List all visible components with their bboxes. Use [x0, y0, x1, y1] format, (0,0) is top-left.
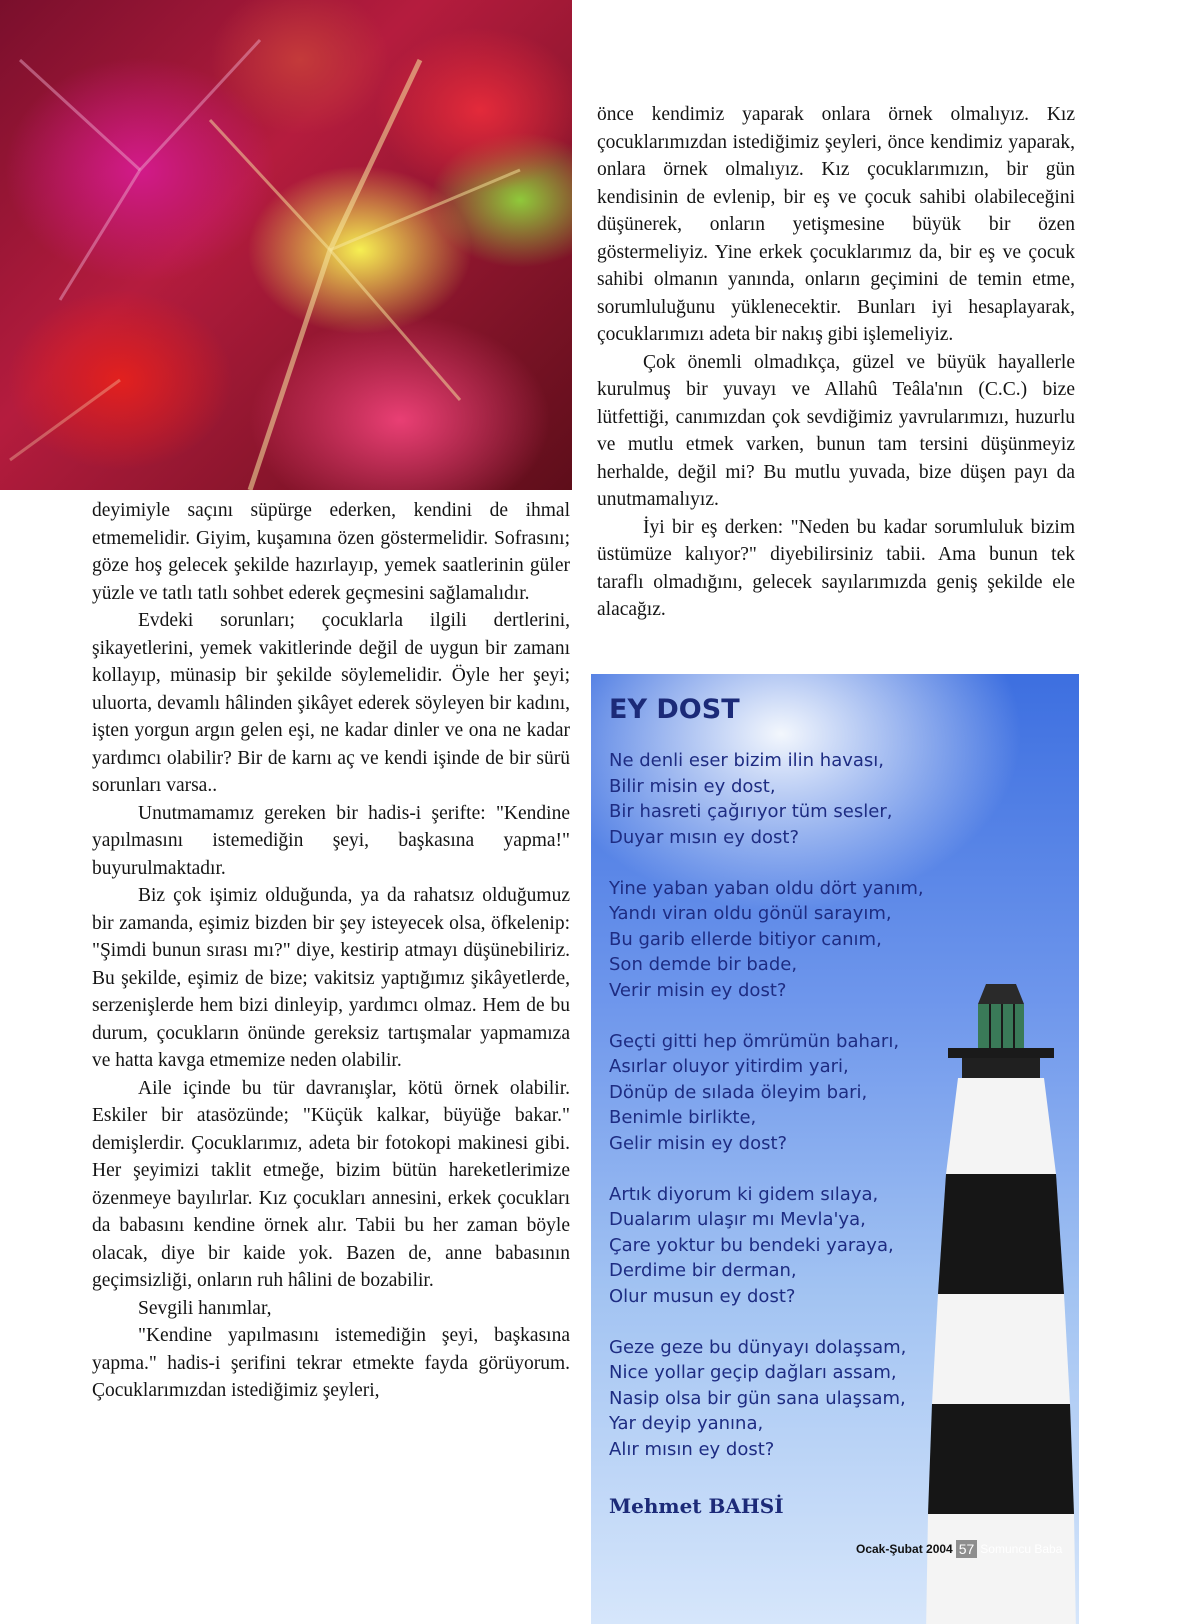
poem-title: EY DOST: [609, 694, 740, 725]
right-paragraph-1: önce kendimiz yaparak onlara örnek olmalıyız. Kız çocuklarımızdan istediğimiz şeyleri, önce kendimiz yaparak, onlara örnek olmalıyız. Kız çocuklarımızın, bir gün kendisinin de evlenip, bir eş ve çocuk sahibi olabileceğini düşünerek, onların yetişmesine büyük bir özen göstermeliyiz. Yine erkek çocuklarımız da, bir eş ve çocuk sahibi olmanın yanında, onların geçimini de temin etme, sorumluluğunu yüklenecektir. Bunları iyi hesaplayarak, çocuklarımızı adeta bir nakış gibi işlemeliyiz.: [597, 104, 1075, 345]
poem-author: Mehmet BAHSİ: [609, 1494, 784, 1518]
poem-line: Artık diyorum ki gidem sılaya,: [609, 1183, 879, 1205]
poem-line: Benimle birlikte,: [609, 1107, 757, 1128]
poem-line: Asırlar oluyor yitirdim yari,: [609, 1056, 849, 1077]
left-paragraph-7: "Kendine yapılmasını istemediğin şeyi, başkasına yapma." hadis-i şerifini tekrar etmekte fayda görüyorum. Çocuklarımızdan istediğimiz şeyleri,: [92, 1325, 570, 1401]
autumn-leaves-photo: [0, 0, 572, 490]
poem-line: Son demde bir bade,: [609, 954, 798, 975]
poem-line: Olur musun ey dost?: [609, 1285, 796, 1307]
poem-line: Bu garib ellerde bitiyor canım,: [609, 928, 882, 950]
page-number: 57: [956, 1540, 978, 1558]
right-paragraph-3: İyi bir eş derken: "Neden bu kadar sorumluluk bizim üstümüze kalıyor?" diyebilirsiniz tabii. Ama bunun tek taraflı olmadığını, gelecek sayılarımızda geniş şekilde ele alacağız.: [597, 516, 1075, 620]
poem-line: Ne denli eser bizim ilin havası,: [609, 750, 885, 771]
poem-line: Çare yoktur bu bendeki yaraya,: [609, 1234, 894, 1256]
poem-stanza-2: [609, 876, 1029, 1004]
poem-stanza-1: [609, 748, 1029, 850]
poem-line: Nasip olsa bir gün sana ulaşsam,: [609, 1387, 906, 1409]
poem-line: Bilir misin ey dost,: [609, 775, 776, 797]
poem-line: Yine yaban yaban oldu dört yanım,: [609, 877, 924, 899]
poem-stanza-3: [609, 1029, 1029, 1157]
poem-line: Nice yollar geçip dağları assam,: [609, 1362, 897, 1383]
left-paragraph-2: Evdeki sorunları; çocuklarla ilgili dertlerini, şikayetlerini, yemek vakitlerinde değil de uygun bir zamanı kollayıp, münasip bir şekilde söylemelidir. Öyle her şeyi; uluorta, devamlı hâlinden şikâyet ederek söyleyen bir kadını, işten yorgun argın gelen eşi, ne kadar dinler ve ona ne kadar yardımcı olabilir? Bir de karnı aç ve kendi işinde de bir sürü sorunları varsa..: [92, 610, 570, 796]
poem-stanza-5: [609, 1335, 1029, 1463]
poem-line: Duyar mısın ey dost?: [609, 826, 799, 848]
poem-box: [591, 674, 1079, 1624]
poem-line: Geçti gitti hep ömrümün baharı,: [609, 1030, 900, 1052]
poem-line: Gelir misin ey dost?: [609, 1132, 788, 1154]
poem-line: Alır mısın ey dost?: [609, 1438, 775, 1460]
left-paragraph-1: deyimiyle saçını süpürge ederken, kendini de ihmal etmemelidir. Giyim, kuşamına özen göstermelidir. Sofrasını; göze hoş gelecek şekilde hazırlayıp, yemek saatlerinin güler yüzle ve tatlı tatlı sohbet ederek geçmesini sağlamalıdır.: [92, 500, 570, 604]
leaves-illustration: [0, 0, 572, 490]
left-paragraph-4: Biz çok işimiz olduğunda, ya da rahatsız olduğumuz bir zamanda, eşimiz bizden bir şey isteyecek olsa, öfkelenip: "Şimdi bunun sırası mı?" diye, kestirip atmayı düşünebiliriz. Bu şekilde, eşimiz de bize; vakitsiz yaptığımız şikâyetlerde, serzenişlerde hem bizi dinleyip, yardımcı olmaz. Hem de bu durum, çocukların önünde gereksiz tartışmalar yapmamıza ve hatta kavga etmemize neden olabilir.: [92, 885, 570, 1071]
poem-line: Geze geze bu dünyayı dolaşsam,: [609, 1336, 907, 1358]
poem-line: Yar deyip yanına,: [609, 1413, 764, 1434]
right-text-column: [597, 101, 1075, 624]
poem-line: Dualarım ulaşır mı Mevla'ya,: [609, 1209, 866, 1230]
poem-stanza-4: [609, 1182, 1029, 1310]
poem-body: [609, 748, 1029, 1488]
right-paragraph-2: Çok önemli olmadıkça, güzel ve büyük hayallerle kurulmuş bir yuvayı ve Allahû Teâla'nın (C.C.) bize lütfettiği, canımızdan çok sevdiğimiz yavrularımızı, huzurlu ve mutlu etmek varken, bunun tam tersini düşünmeyiz herhalde, değil mi? Bu mutlu yuvada, bize düşen payı da unutmamalıyız.: [597, 351, 1075, 510]
poem-line: Derdime bir derman,: [609, 1260, 797, 1281]
left-paragraph-6: Sevgili hanımlar,: [138, 1297, 272, 1319]
page-footer: [856, 1538, 1062, 1560]
poem-line: Yandı viran oldu gönül sarayım,: [609, 903, 892, 924]
poem-line: Verir misin ey dost?: [609, 979, 787, 1001]
left-paragraph-5: Aile içinde bu tür davranışlar, kötü örnek olabilir. Eskiler bir atasözünde; "Küçük kalkar, büyüğe bakar." demişlerdir. Çocuklarımız, adeta bir fotokopi makinesi gibi. Her şeyimizi taklit etmeğe, bizim bütün hareketlerimize özenmeye bayılırlar. Kız çocukları annesini, erkek çocukları da babasını kendine örnek alır. Tabii bu her zaman böyle olacak, diye bir kaide yok. Bazen de, anne babasının geçimsizliği, onların ruh hâlini de bozabilir.: [92, 1077, 570, 1291]
issue-date: Ocak-Şubat 2004: [856, 1542, 953, 1556]
magazine-name: Somuncu Baba: [980, 1542, 1063, 1556]
left-text-column: [92, 497, 570, 1405]
poem-line: Dönüp de sılada öleyim bari,: [609, 1081, 868, 1103]
left-paragraph-3: Unutmamamız gereken bir hadis-i şerifte: "Kendine yapılmasını istemediğin şeyi, başkasına yapma!" buyurulmaktadır.: [92, 802, 570, 879]
poem-line: Bir hasreti çağırıyor tüm sesler,: [609, 801, 893, 822]
